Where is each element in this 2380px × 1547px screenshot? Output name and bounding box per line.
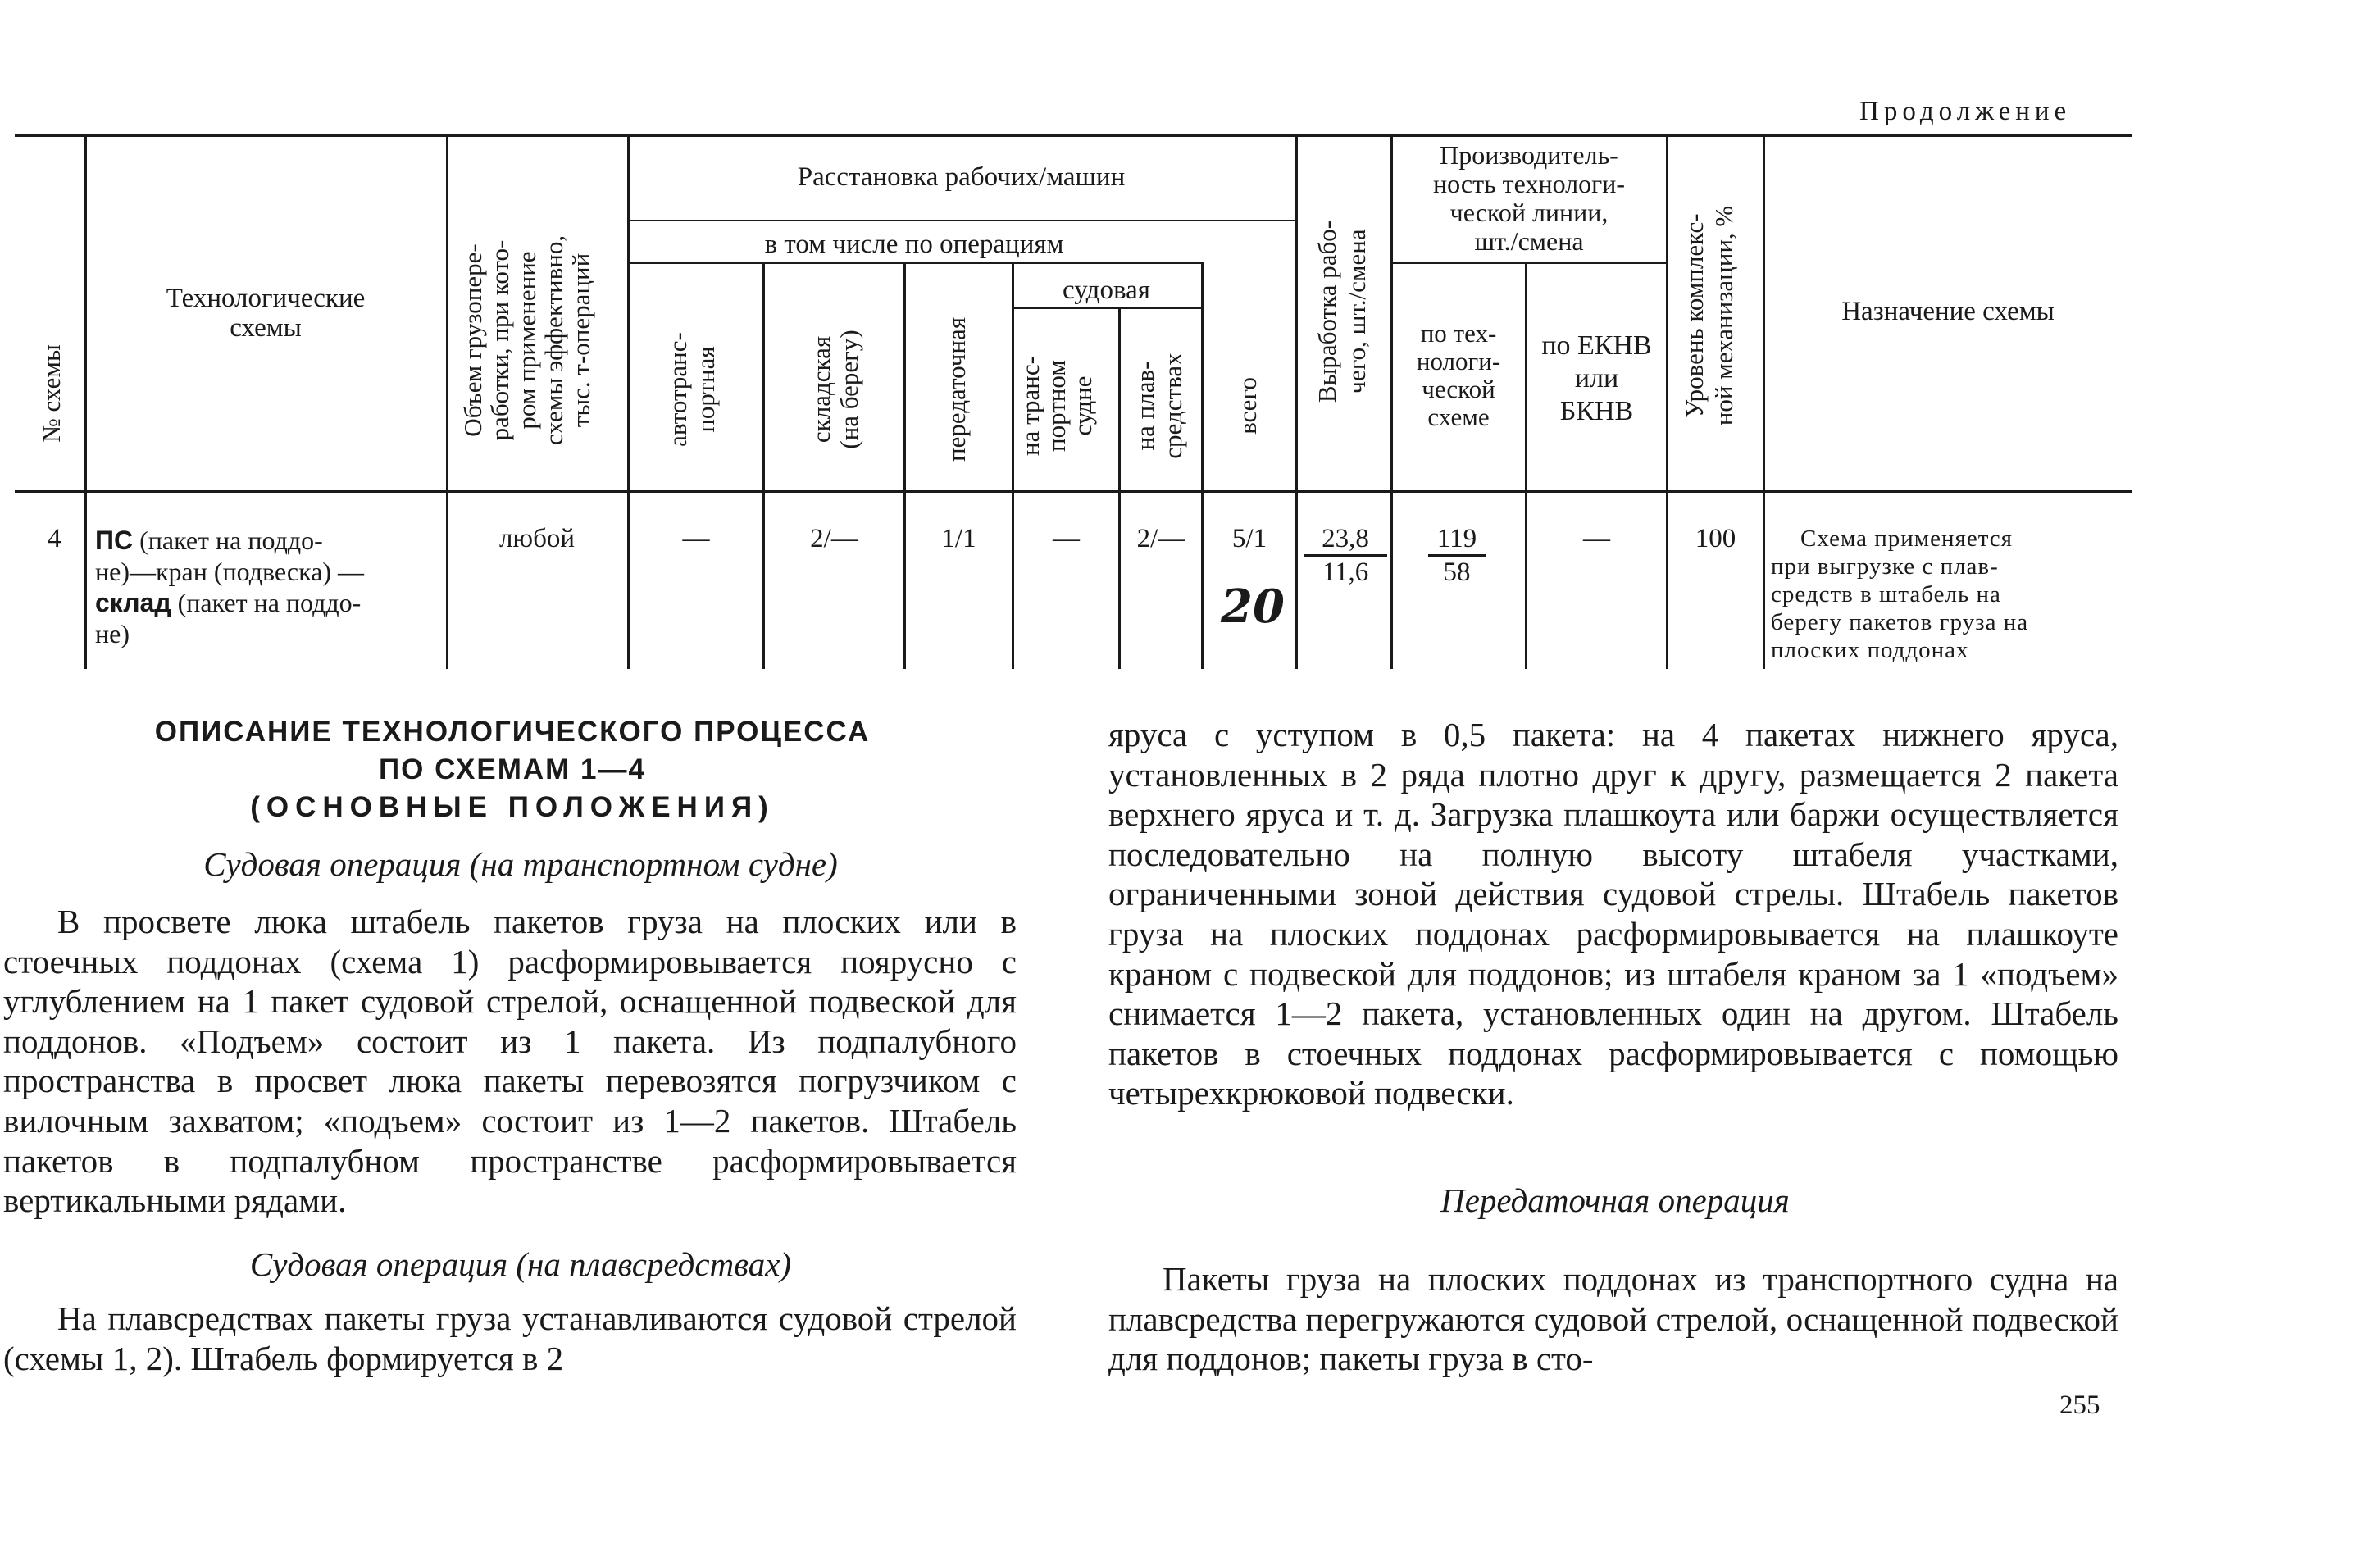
row-transfer: 1/1 bbox=[941, 524, 976, 553]
header-incl-operations: в том числе по операциям bbox=[764, 230, 1064, 259]
header-ship-group: судовая bbox=[1063, 275, 1150, 305]
header-by-ekhv: по ЕКНВ или БКНВ bbox=[1541, 330, 1652, 426]
subheading-ship-operation: Судовая операция (на транспортном судне) bbox=[203, 845, 838, 883]
paragraph-transfer-operation: Пакеты груза на плоских поддонах из транспортного судна на плавсредства перегружаются судовой стрелой, оснащенной подвеской для поддонов; пакеты груза в сто- bbox=[1108, 1260, 2118, 1378]
section-heading: ОПИСАНИЕ ТЕХНОЛОГИЧЕСКОГО ПРОЦЕССА ПО СХЕМАМ 1—4 (ОСНОВНЫЕ ПОЛОЖЕНИЯ) bbox=[154, 716, 871, 823]
subheading-transfer-operation: Передаточная операция bbox=[1440, 1181, 1790, 1219]
col-divider bbox=[1201, 262, 1204, 669]
row-output: $\frac{23,8}{11,6}$ bbox=[1304, 523, 1387, 588]
handwritten-mark: 20 bbox=[1221, 580, 1285, 634]
ship-rule bbox=[1012, 307, 1201, 309]
row-on-float: 2/— bbox=[1136, 524, 1185, 553]
row-volume: любой bbox=[498, 524, 576, 553]
table-top-rule bbox=[15, 134, 2132, 137]
row-scheme-desc: ПС (пакет на поддо- не)—кран (подвеска) — склад (пакет на поддо- не) bbox=[95, 526, 365, 648]
paragraph-ship-operation: В просвете люка штабель пакетов груза на плоских или в стоечных поддонах (схема 1) расформировывается поярусно с углублением на 1 пакет судовой стрелой, оснащенной подвеской для поддонов. «Подъем» состоит из 1 пакета. Из подпалубного пространства в просвет люка пакеты перевозятся погрузчиком с вилочным захватом; «подъем» состоит из 1—2 пакетов. Штабель пакетов в подпалубном пространстве расформировывается вертикальными рядами. bbox=[3, 903, 1017, 1220]
row-scheme-no: 4 bbox=[48, 524, 61, 553]
page-number: 255 bbox=[2059, 1390, 2100, 1420]
header-transfer: передаточная bbox=[942, 317, 971, 462]
col-divider bbox=[1763, 136, 1765, 669]
col-divider bbox=[1295, 136, 1298, 669]
header-by-scheme: по тех- нологи- ческой схеме bbox=[1416, 319, 1501, 431]
placement-rule bbox=[627, 220, 1295, 221]
row-purpose: Схема применяется при выгрузке с плав- средств в штабель на берегу пакетов груза на плоских поддонах bbox=[1771, 526, 2029, 663]
col-divider bbox=[1525, 262, 1527, 669]
row-by-ekhv: — bbox=[1583, 524, 1610, 553]
col-divider bbox=[1118, 307, 1121, 669]
row-by-scheme: $\frac{119}{58}$ bbox=[1428, 523, 1486, 588]
table-header-rule bbox=[15, 490, 2132, 493]
row-warehouse: 2/— bbox=[810, 524, 858, 553]
header-placement: Расстановка рабочих/машин bbox=[797, 162, 1126, 192]
col-divider bbox=[627, 136, 630, 669]
header-total: всего bbox=[1233, 377, 1262, 435]
col-divider bbox=[1666, 136, 1668, 669]
continued-label: Продолжение bbox=[1859, 97, 2072, 126]
header-tech-schemes: Технологические схемы bbox=[166, 284, 366, 343]
col-divider bbox=[84, 136, 87, 669]
operations-rule bbox=[627, 262, 1201, 264]
paragraph-float-continued: яруса с уступом в 0,5 пакета: на 4 пакетах нижнего яруса, установленных в 2 ряда плотно друг к другу, размещается 2 пакета верхнего яруса и т. д. Загрузка плашкоута или баржи осуществляется последовательно на полную высоту штабеля участками, ограниченными зоной действия судовой стрелы. Штабель пакетов груза на плоских поддонах расформировывается на плашкоуте краном с подвеской для поддонов; из штабеля краном за 1 «подъем» снимается 1—2 пакета, установленных один на другом. Штабель пакетов в стоечных поддонах расформировывается с помощью четырехкрюковой подвески. bbox=[1108, 716, 2118, 1112]
productivity-rule bbox=[1390, 262, 1666, 264]
col-divider bbox=[762, 262, 765, 669]
header-purpose: Назначение схемы bbox=[1841, 297, 2055, 326]
col-divider bbox=[446, 136, 448, 669]
paragraph-float-operation: На плавсредствах пакеты груза устанавливаются судовой стрелой (схемы 1, 2). Штабель формируется в 2 bbox=[3, 1299, 1017, 1377]
col-divider bbox=[903, 262, 906, 669]
row-level: 100 bbox=[1695, 524, 1736, 553]
row-on-ship: — bbox=[1053, 524, 1080, 553]
row-total: 5/1 bbox=[1231, 524, 1267, 553]
col-divider bbox=[1012, 262, 1014, 669]
header-scheme-no: № схемы bbox=[37, 344, 66, 443]
header-productivity: Производитель- ность технологи- ческой линии, шт./смена bbox=[1432, 140, 1626, 256]
row-auto: — bbox=[682, 524, 710, 553]
subheading-float-operation: Судовая операция (на плавсредствах) bbox=[249, 1245, 792, 1283]
